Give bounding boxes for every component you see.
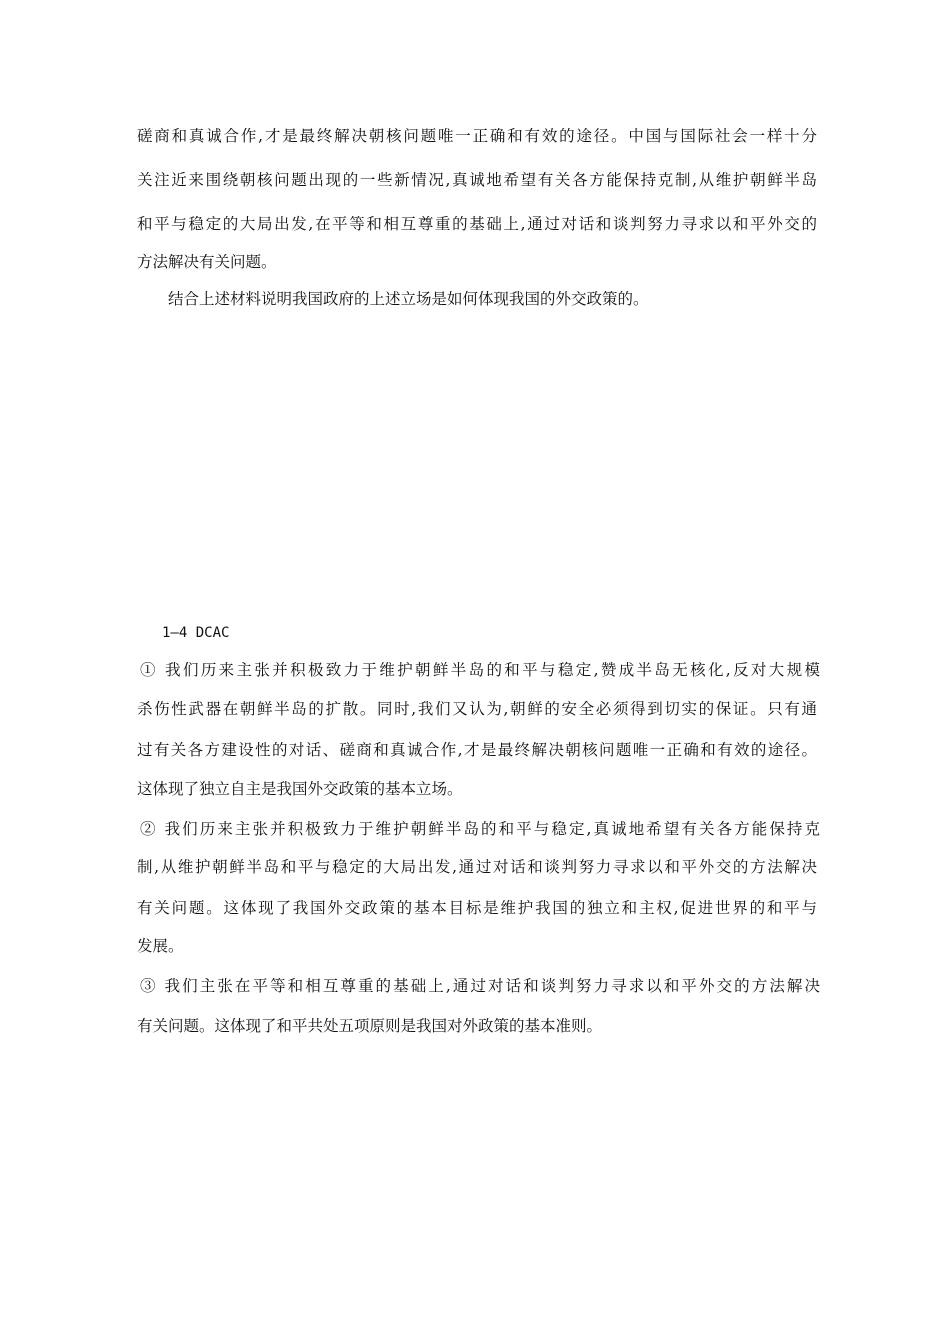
answer-point-line: 这体现了独立自主是我国外交政策的基本立场。: [137, 780, 463, 798]
answer-point-line: ② 我们历来主张并积极致力于维护朝鲜半岛的和平与稳定,真诚地希望有关各方能保持克: [140, 820, 820, 838]
answer-point-line: ① 我们历来主张并积极致力于维护朝鲜半岛的和平与稳定,赞成半岛无核化,反对大规模: [140, 661, 820, 679]
answer-point-line: 制,从维护朝鲜半岛和平与稳定的大局出发,通过对话和谈判努力寻求以和平外交的方法解决: [137, 858, 817, 876]
question-line: 磋商和真诚合作,才是最终解决朝核问题唯一正确和有效的途径。中国与国际社会一样十分: [137, 127, 817, 145]
answer-choices: 1—4 DCAC: [162, 625, 230, 641]
answer-point-line: 有关问题。这体现了我国外交政策的基本目标是维护我国的独立和主权,促进世界的和平与: [137, 899, 817, 917]
answer-point-line: 发展。: [137, 937, 184, 955]
question-prompt: 结合上述材料说明我国政府的上述立场是如何体现我国的外交政策的。: [168, 290, 649, 308]
question-line: 方法解决有关问题。: [137, 253, 277, 271]
answer-point-line: ③ 我们主张在平等和相互尊重的基础上,通过对话和谈判努力寻求以和平外交的方法解决: [140, 977, 820, 995]
question-line: 关注近来围绕朝核问题出现的一些新情况,真诚地希望有关各方能保持克制,从维护朝鲜半岛: [137, 171, 817, 189]
answer-point-line: 过有关各方建设性的对话、磋商和真诚合作,才是最终解决朝核问题唯一正确和有效的途径。: [137, 741, 817, 759]
answer-point-line: 杀伤性武器在朝鲜半岛的扩散。同时,我们又认为,朝鲜的安全必须得到切实的保证。只有通: [137, 700, 817, 718]
question-line: 和平与稳定的大局出发,在平等和相互尊重的基础上,通过对话和谈判努力寻求以和平外交的: [137, 215, 817, 233]
answer-point-line: 有关问题。这体现了和平共处五项原则是我国对外政策的基本准则。: [137, 1017, 603, 1035]
